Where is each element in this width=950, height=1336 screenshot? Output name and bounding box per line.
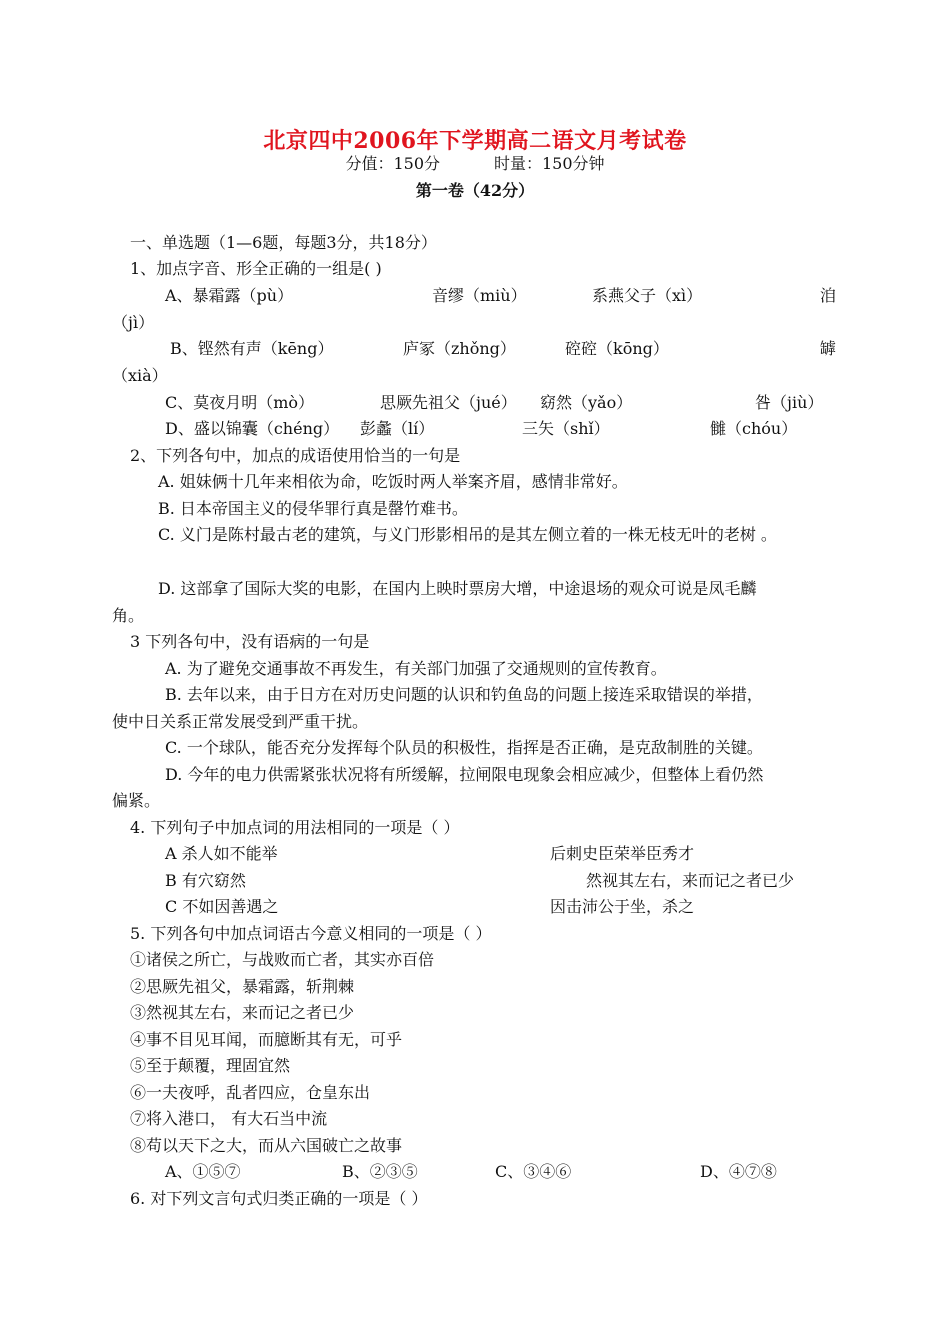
q1-d4: 雠（chóu） (710, 419, 798, 438)
q1-d1: D、盛以锦囊（chéng） (165, 419, 340, 438)
q1-b3: 硿硿（kōng） (565, 339, 669, 358)
exam-meta (0, 153, 950, 175)
section-heading: 一、单选题（1—6题，每题3分，共18分） (130, 233, 437, 252)
q5-item-7: ⑦将入港口， 有大石当中流 (130, 1109, 328, 1128)
exam-title: 北京四中2006年下学期高二语文月考试卷 (263, 128, 687, 154)
score-label: 分值：150分 (345, 154, 440, 173)
q5-item-2: ②思厥先祖父，暴霜露，斩荆棘 (130, 977, 355, 996)
q5-item-4: ④事不目见耳闻，而臆断其有无，可乎 (130, 1030, 403, 1049)
q5-item-3: ③然视其左右，来而记之者已少 (130, 1003, 355, 1022)
q3-d1: D. 今年的电力供需紧张状况将有所缓解，拉闸限电现象会相应减少，但整体上看仍然 (165, 765, 764, 784)
q1-a4: 洎 (820, 286, 837, 305)
q3-b2: 使中日关系正常发展受到严重干扰。 (112, 712, 369, 731)
q2-d1: D. 这部拿了国际大奖的电影，在国内上映时票房大增，中途退场的观众可说是凤毛麟 (158, 579, 757, 598)
q5-stem: 5. 下列各句中加点词语古今意义相同的一项是（ ） (130, 924, 492, 943)
q4-a2: 后刺史臣荣举臣秀才 (550, 844, 695, 863)
time-label: 时量：150分钟 (494, 154, 605, 173)
q1-a1: A、暴霜露（pù） (165, 286, 294, 305)
q1-stem: 1、加点字音、形全正确的一组是( ) (130, 259, 382, 278)
q1-b4: 罅 (820, 339, 837, 358)
q4-c2: 因击沛公于坐，杀之 (550, 897, 695, 916)
q5-item-1: ①诸侯之所亡，与战败而亡者，其实亦百倍 (130, 950, 435, 969)
q1-a3: 系燕父子（xì） (592, 286, 703, 305)
q2-b: B. 日本帝国主义的侵华罪行真是罄竹难书。 (158, 499, 468, 518)
q5-option-d: D、④⑦⑧ (700, 1162, 777, 1181)
q5-item-8: ⑧苟以天下之大，而从六国破亡之故事 (130, 1136, 403, 1155)
q1-b1: B、铿然有声（kēng） (170, 339, 334, 358)
volume-heading: 第一卷（42分） (415, 181, 535, 200)
q3-d2: 偏紧。 (112, 791, 161, 810)
q1-c2: 思厥先祖父（jué） (380, 393, 517, 412)
q1-a2: 音缪（miù） (432, 286, 527, 305)
q4-stem: 4. 下列句子中加点词的用法相同的一项是（ ） (130, 818, 460, 837)
q5-option-c: C、③④⑥ (495, 1162, 572, 1181)
q2-a: A. 姐妹俩十几年来相依为命，吃饭时两人举案齐眉，感情非常好。 (158, 472, 628, 491)
q5-item-5: ⑤至于颠覆，理固宜然 (130, 1056, 291, 1075)
q4-b1: B 有穴窈然 (165, 871, 246, 890)
q4-a1: A 杀人如不能举 (165, 844, 278, 863)
q1-a5: （jì） (112, 313, 155, 332)
q2-c: C. 义门是陈村最古老的建筑，与义门形影相吊的是其左侧立着的一株无枝无叶的老树 。 (158, 525, 777, 544)
q2-d2: 角。 (112, 606, 145, 625)
q5-option-b: B、②③⑤ (342, 1162, 418, 1181)
q1-c1: C、莫夜月明（mò） (165, 393, 315, 412)
q5-option-a: A、①⑤⑦ (165, 1162, 241, 1181)
q2-stem: 2、下列各句中，加点的成语使用恰当的一句是 (130, 446, 461, 465)
q1-c3: 窈然（yǎo） (540, 393, 633, 412)
q6-stem: 6. 对下列文言句式归类正确的一项是（ ） (130, 1189, 428, 1208)
q4-c1: C 不如因善遇之 (165, 897, 279, 916)
q3-b1: B. 去年以来，由于日方在对历史问题的认识和钓鱼岛的问题上接连采取错误的举措， (165, 685, 763, 704)
q3-a: A. 为了避免交通事故不再发生，有关部门加强了交通规则的宣传教育。 (165, 659, 667, 678)
q1-b2: 庐冢（zhǒng） (403, 339, 516, 358)
q3-stem: 3 下列各句中，没有语病的一句是 (130, 632, 370, 651)
q5-item-6: ⑥一夫夜呼，乱者四应，仓皇东出 (130, 1083, 371, 1102)
q4-b2: 然视其左右，来而记之者已少 (586, 871, 795, 890)
q1-c4: 咎（jiù） (755, 393, 824, 412)
q1-b5: （xià） (112, 366, 168, 385)
q3-c: C. 一个球队，能否充分发挥每个队员的积极性，指挥是否正确，是克敌制胜的关键。 (165, 738, 763, 757)
q1-d3: 三矢（shǐ） (522, 419, 610, 438)
q1-d2: 彭蠡（lí） (360, 419, 435, 438)
